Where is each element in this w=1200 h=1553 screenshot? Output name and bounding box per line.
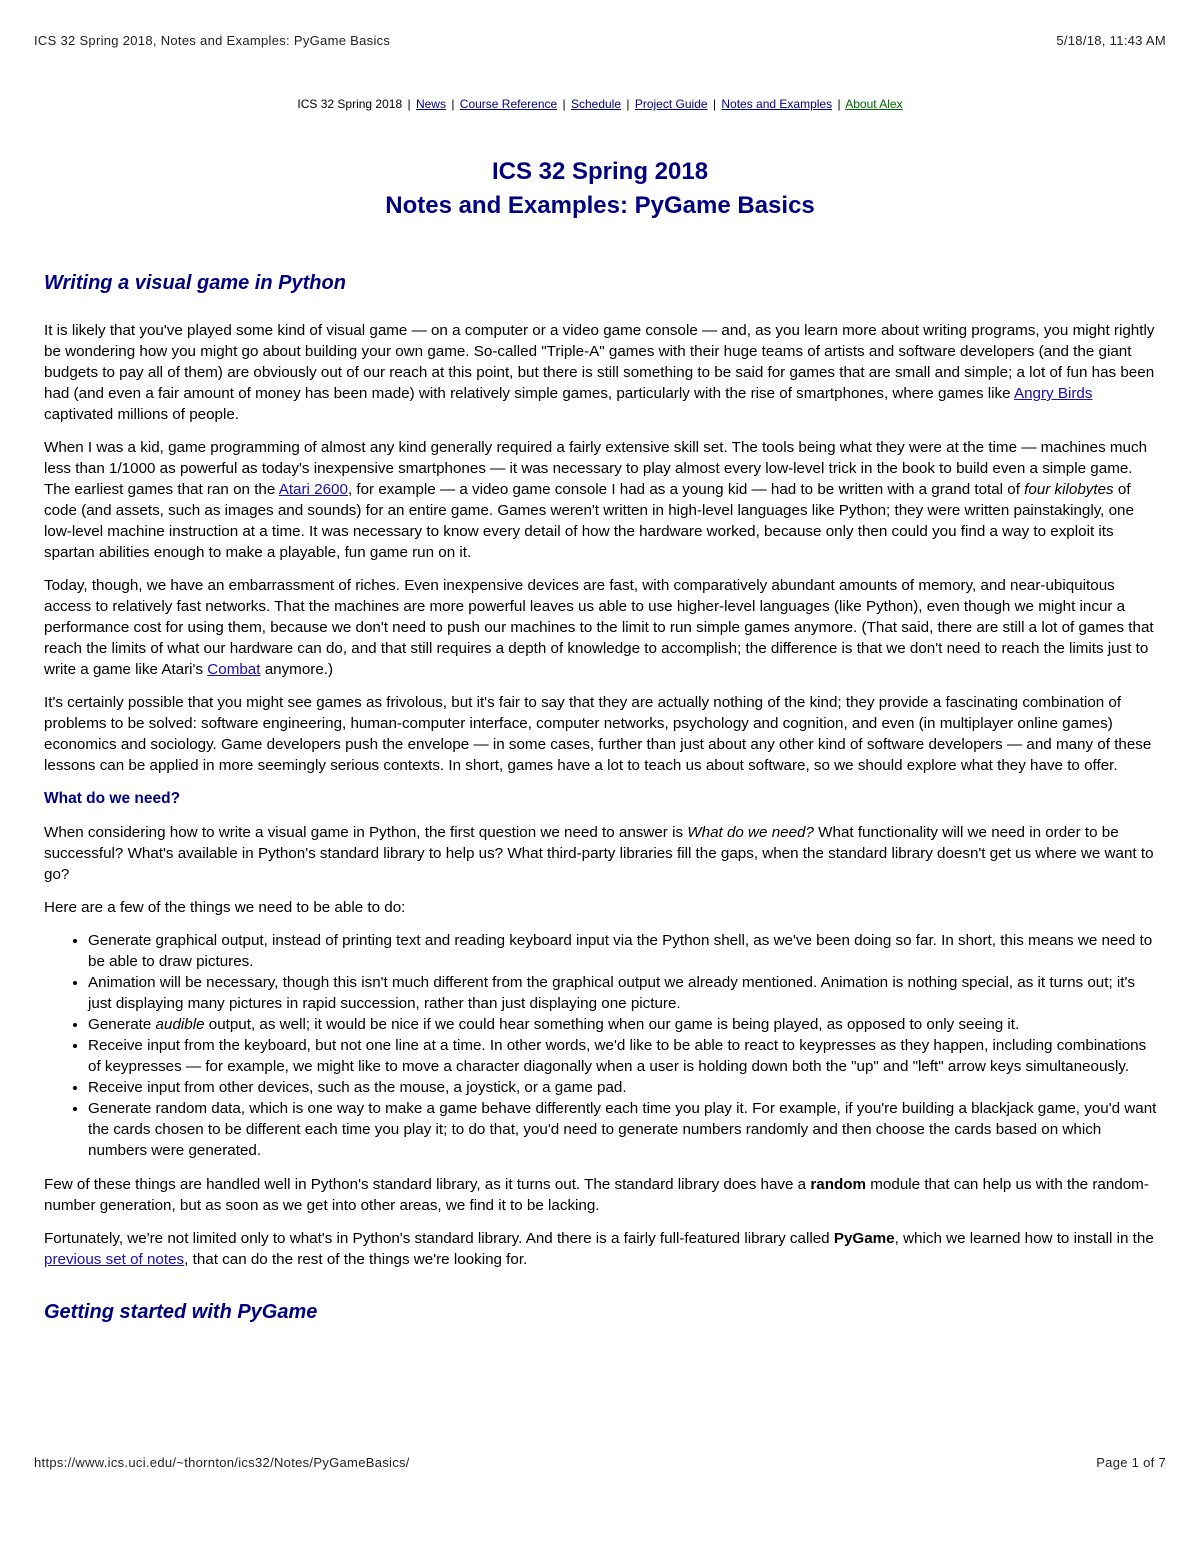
page-title-line2: Notes and Examples: PyGame Basics — [385, 192, 815, 219]
print-header-title: ICS 32 Spring 2018, Notes and Examples: PyGame Basics — [34, 33, 391, 48]
nav-separator: | — [451, 97, 455, 111]
paragraph-text: anymore.) — [260, 661, 334, 678]
print-footer-page-number: Page 1 of 7 — [1096, 1455, 1166, 1470]
list-item-text: output, as well; it would be nice if we could hear something when our game is being played, as opposed to only seeing it. — [204, 1016, 1020, 1033]
needs-list — [44, 930, 1158, 1161]
print-header — [34, 33, 1166, 51]
section-heading-getting-started: Getting started with PyGame — [44, 1301, 318, 1323]
link-combat[interactable]: Combat — [207, 661, 261, 678]
link-previous-notes[interactable]: previous set of notes — [44, 1251, 185, 1268]
nav-separator: | — [712, 97, 717, 111]
nav-link-news[interactable]: News — [415, 97, 446, 111]
paragraph-text: of code (and assets, such as images and sounds) for an entire game. Games weren't written in high-level languages like Python; they were written painstakingly, one low-level machine instruction at a time. It was necessary to know every detail of how the hardware worked, because only then could you find a way to exploit its spartan abilities enough to make a playable, fun game run on it. — [44, 481, 1134, 561]
link-atari-2600[interactable]: Atari 2600 — [278, 481, 348, 498]
list-item: • Receive input from the keyboard, but not one line at a time. In other words, we'd like to be able to react to keypresses as they happen, including combinations of keypresses — for example, we might like to move a character diagonally when a user is holding down both the "up" and "left" arrow keys simultaneously. — [88, 1035, 1158, 1077]
main-content — [44, 268, 1158, 1349]
section-heading-what-do-we-need: What do we need? — [44, 790, 181, 807]
nav-link-project-guide[interactable]: Project Guide — [634, 97, 708, 111]
print-footer — [34, 1455, 1166, 1473]
paragraph-text: captivated millions of people. — [44, 406, 240, 423]
page-title-line1: ICS 32 Spring 2018 — [491, 158, 709, 185]
paragraph-text: What functionality will we need in order to be successful? What's available in Python's standard library to help us? What third-party libraries fill the gaps, when the standard library doesn't get us where we want to go? — [44, 824, 1154, 883]
paragraph-frivolous: It's certainly possible that you might see games as frivolous, but it's fair to say that they are actually nothing of the kind; they provide a fascinating combination of problems to be solved: software engineering, human-computer interface, computer networks, psychology and cognition, and even (in multiplayer online games) economics and sociology. Game developers push the envelope — in some cases, further than just about any other kind of software developers — and many of these lessons can be applied in more seemingly serious contexts. In short, games have a lot to teach us about software, so we should explore what they have to offer. — [44, 694, 1152, 774]
nav-separator: | — [626, 97, 630, 111]
link-angry-birds[interactable]: Angry Birds — [1013, 385, 1093, 402]
paragraph-today — [44, 575, 1158, 680]
paragraph-considering — [44, 822, 1158, 885]
paragraph-here-are: Here are a few of the things we need to be able to do: — [44, 899, 406, 916]
paragraph-text: It is likely that you've played some kind of visual game — on a computer or a video game console — and, as you learn more about writing programs, you might rightly be wondering how you might go about building your own game. So-called "Triple-A" games with their huge teams of artists and software developers (and the giant budgets to pay all of them) are obviously out of our reach at this point, but there is still something to be said for games that are small and simple; a lot of fun has been had (and even a fair amount of money has been made) with relatively simple games, particularly with the rise of smartphones, where games like — [44, 322, 1155, 402]
list-item — [88, 1014, 1158, 1035]
paragraph-text: When considering how to write a visual game in Python, the first question we need to answer is — [44, 824, 688, 841]
paragraph-text: Few of these things are handled well in Python's standard library, as it turns out. The standard library does have a — [44, 1176, 811, 1193]
strong-text: PyGame — [833, 1230, 895, 1247]
paragraph-text: When I was a kid, game programming of almost any kind generally required a fairly extensive skill set. The tools being what they were at the time — machines much less than 1/1000 as powerful as today's inexpensive smartphones — it was necessary to play almost every low-level trick in the book to build even a simple game. The earliest games that ran on the — [44, 439, 1148, 498]
list-item: • Animation will be necessary, though this isn't much different from the graphical output we already mentioned. Animation is nothing special, as it turns out; it's just displaying many pictures in rapid succession, rather than just displaying one picture. — [88, 972, 1158, 1014]
nav-link-schedule[interactable]: Schedule — [570, 97, 622, 111]
paragraph-text: , that can do the rest of the things we're looking for. — [184, 1251, 528, 1268]
page-title — [0, 155, 1200, 223]
emphasis-text: What do we need? — [687, 824, 814, 841]
list-item: • Receive input from other devices, such as the mouse, a joystick, or a game pad. — [88, 1077, 1158, 1098]
emphasis-text: audible — [155, 1016, 205, 1033]
print-header-datetime: 5/18/18, 11:43 AM — [1056, 33, 1166, 48]
paragraph-few-handled — [44, 1174, 1158, 1216]
nav-course-label: ICS 32 Spring 2018 — [297, 97, 403, 111]
paragraph-text: , which we learned how to install in the — [894, 1230, 1154, 1247]
paragraph-history — [44, 437, 1158, 563]
list-item-text: Generate — [88, 1016, 156, 1033]
nav-link-notes-and-examples[interactable]: Notes and Examples — [721, 97, 833, 111]
paragraph-text: , for example — a video game console I had as a young kid — had to be written with a grand total of — [347, 481, 1025, 498]
paragraph-text: Today, though, we have an embarrassment of riches. Even inexpensive devices are fast, with comparatively abundant amounts of memory, and near-ubiquitous access to relatively fast networks. That the machines are more powerful leaves us able to use higher-level languages (like Python), even though we might incur a performance cost for using them, because we don't need to push our machines to the limit to run simple games anymore. (That said, there are still a lot of games that reach the limits of what our hardware can do, and that still requires a depth of knowledge to accomplish; the difference is that we don't need to reach the limits just to write a game like Atari's — [44, 577, 1154, 678]
nav-separator: | — [837, 97, 841, 111]
section-heading-writing-visual-game: Writing a visual game in Python — [44, 272, 346, 294]
list-item: • Generate random data, which is one way to make a game behave differently each time you play it. For example, if you're building a blackjack game, you'd want the cards chosen to be different each time you play it; to do that, you'd need to generate numbers randomly and then choose the cards based on which numbers were generated. — [88, 1098, 1158, 1161]
paragraph-intro — [44, 320, 1158, 425]
list-item: • Generate graphical output, instead of printing text and reading keyboard input via the Python shell, as we've been doing so far. In short, this means we need to be able to draw pictures. — [88, 930, 1158, 972]
paragraph-fortunately — [44, 1228, 1158, 1270]
strong-text: random — [810, 1176, 867, 1193]
paragraph-text: module that can help us with the random-number generation, but as soon as we get into other areas, we find it to be lacking. — [44, 1176, 1149, 1214]
nav-separator: | — [407, 97, 411, 111]
nav-link-about-alex[interactable]: About Alex — [845, 97, 903, 111]
print-footer-url: https://www.ics.uci.edu/~thornton/ics32/Notes/PyGameBasics/ — [34, 1455, 410, 1470]
paragraph-text: Fortunately, we're not limited only to what's in Python's standard library. And there is a fairly full-featured library called — [44, 1230, 834, 1247]
nav-separator: | — [562, 97, 566, 111]
emphasis-text: four kilobytes — [1024, 481, 1114, 498]
nav-link-course-reference[interactable]: Course Reference — [459, 97, 558, 111]
course-nav — [0, 97, 1200, 111]
